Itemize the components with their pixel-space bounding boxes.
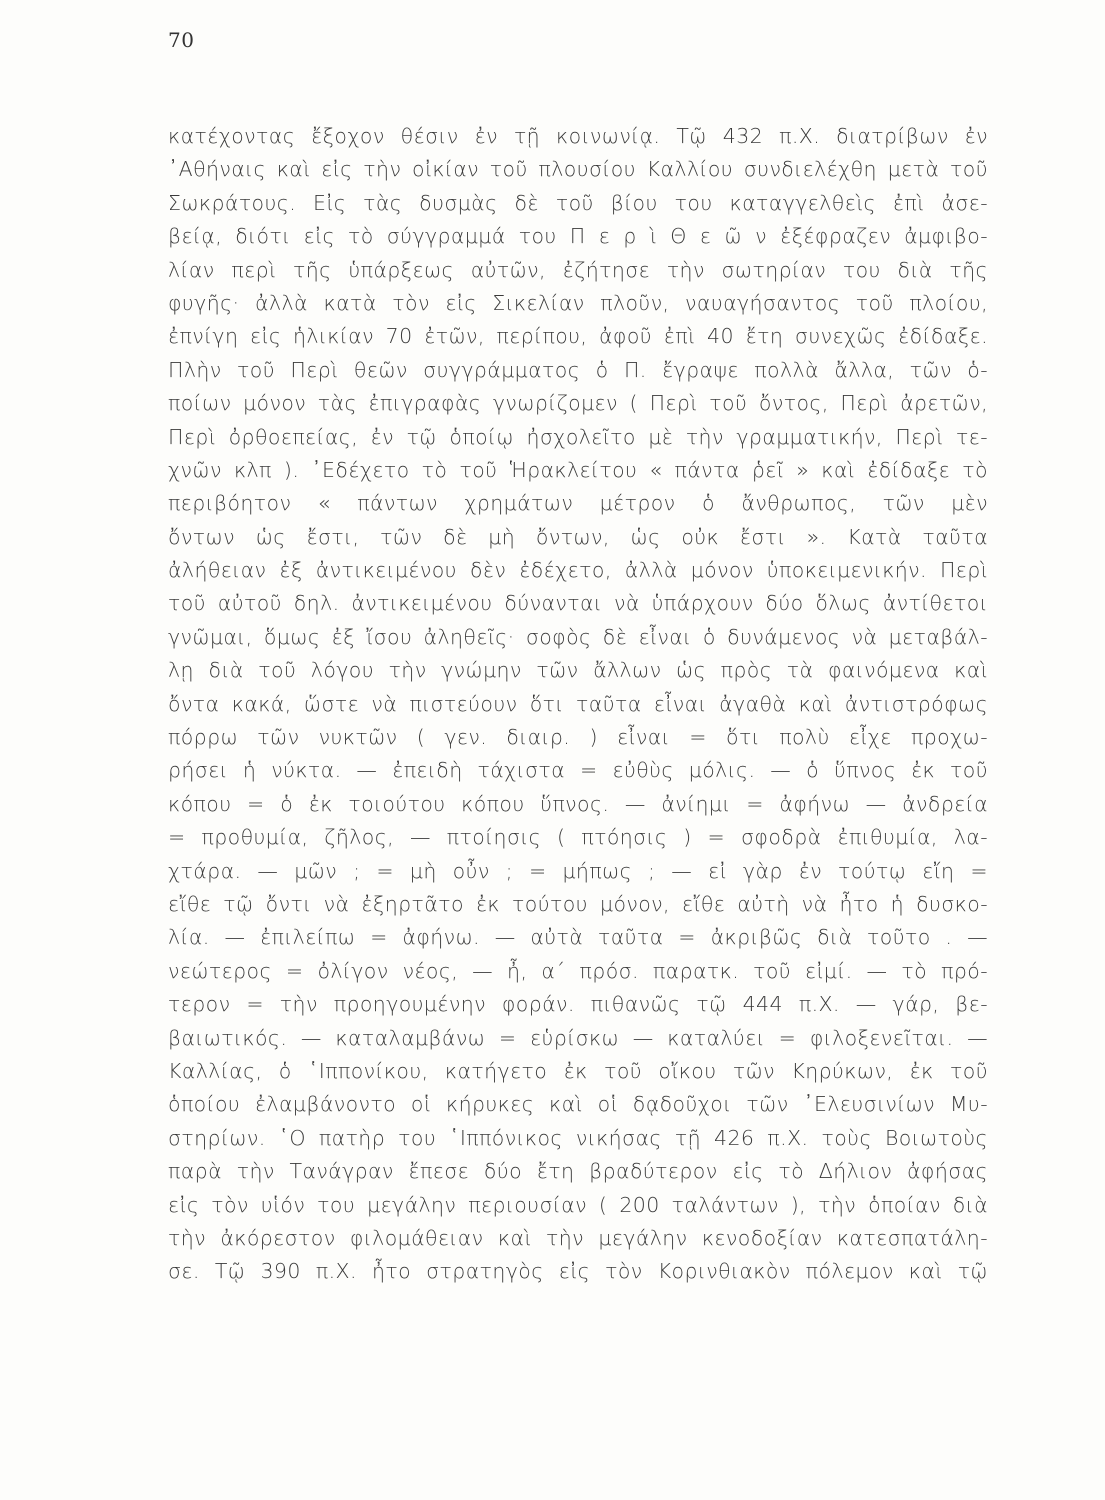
- text-line: = προθυμία, ζῆλος, — πτοίησις ( πτόησις ) = σφοδρὰ ἐπιθυμία, λα-: [168, 825, 988, 850]
- text-line: ἐπνίγη εἰς ἡλικίαν 70 ἐτῶν, περίπου, ἀφοῦ ἐπὶ 40 ἔτη συνεχῶς ἐδίδαξε.: [168, 324, 988, 349]
- text-line: λία. — ἐπιλείπω = ἀφήνω. — αὐτὰ ταῦτα = ἀκριβῶς διὰ τοῦτο . —: [168, 925, 988, 950]
- text-line: ρήσει ἡ νύκτα. — ἐπειδὴ τάχιστα = εὐθὺς μόλις. — ὁ ὕπνος ἐκ τοῦ: [168, 758, 988, 783]
- text-line: βαιωτικός. — καταλαμβάνω = εὑρίσκω — καταλύει = φιλοξενεῖται. —: [168, 1025, 988, 1050]
- text-line: λῃ διὰ τοῦ λόγου τὴν γνώμην τῶν ἄλλων ὡς πρὸς τὰ φαινόμενα καὶ: [168, 658, 988, 683]
- text-line: τοῦ αὐτοῦ δηλ. ἀντικειμένου δύνανται νὰ ὑπάρχουν δύο ὅλως ἀντίθετοι: [168, 591, 988, 616]
- text-line: βείᾳ, διότι εἰς τὸ σύγγραμμά του Π ε ρ ὶ Θ ε ῶ ν ἐξέφραζεν ἀμφιβο-: [168, 224, 988, 249]
- text-line: ὁποίου ἐλαμβάνοντο οἱ κήρυκες καὶ οἱ δᾳδοῦχοι τῶν ᾿Ελευσινίων Μυ-: [168, 1092, 988, 1117]
- text-line: ὄντων ὡς ἔστι, τῶν δὲ μὴ ὄντων, ὡς οὐκ ἔστι ». Κατὰ ταῦτα: [168, 524, 988, 549]
- text-line: στηρίων. ῾Ο πατὴρ του ῾Ιππόνικος νικήσας τῇ 426 π.Χ. τοὺς Βοιωτοὺς: [168, 1125, 988, 1150]
- text-line: παρὰ τὴν Τανάγραν ἔπεσε δύο ἔτη βραδύτερον εἰς τὸ Δήλιον ἀφήσας: [168, 1159, 988, 1184]
- text-line: γνῶμαι, ὅμως ἐξ ἴσου ἀληθεῖς· σοφὸς δὲ εἶναι ὁ δυνάμενος νὰ μεταβάλ-: [168, 624, 988, 649]
- text-line: πόρρω τῶν νυκτῶν ( γεν. διαιρ. ) εἶναι = ὅτι πολὺ εἶχε προχω-: [168, 725, 988, 750]
- text-line: ἀλήθειαν ἐξ ἀντικειμένου δὲν ἐδέχετο, ἀλλὰ μόνον ὑποκειμενικήν. Περὶ: [168, 558, 988, 583]
- text-line: Καλλίας, ὁ ῾Ιππονίκου, κατήγετο ἐκ τοῦ οἴκου τῶν Κηρύκων, ἐκ τοῦ: [168, 1058, 988, 1083]
- text-line: σε. Τῷ 390 π.Χ. ἦτο στρατηγὸς εἰς τὸν Κορινθιακὸν πόλεμον καὶ τῷ: [168, 1259, 988, 1284]
- page-number: 70: [168, 28, 195, 52]
- text-line: τερον = τὴν προηγουμένην φοράν. πιθανῶς τῷ 444 π.Χ. — γάρ, βε-: [168, 992, 988, 1017]
- text-line: τὴν ἀκόρεστον φιλομάθειαν καὶ τὴν μεγάλην κενοδοξίαν κατεσπατάλη-: [168, 1225, 988, 1250]
- text-line: ὄντα κακά, ὥστε νὰ πιστεύουν ὅτι ταῦτα εἶναι ἀγαθὰ καὶ ἀντιστρόφως: [168, 691, 988, 716]
- text-line: χνῶν κλπ ). ᾿Εδέχετο τὸ τοῦ Ἡρακλείτου « πάντα ῥεῖ » καὶ ἐδίδαξε τὸ: [168, 457, 988, 482]
- text-line: λίαν περὶ τῆς ὑπάρξεως αὐτῶν, ἐζήτησε τὴν σωτηρίαν του διὰ τῆς: [168, 257, 988, 282]
- text-line: Περὶ ὀρθοεπείας, ἐν τῷ ὁποίῳ ἠσχολεῖτο μὲ τὴν γραμματικήν, Περὶ τε-: [168, 424, 988, 449]
- text-line: νεώτερος = ὀλίγον νέος, — ἦ, α´ πρόσ. παρατκ. τοῦ εἰμί. — τὸ πρό-: [168, 958, 988, 983]
- text-line: Σωκράτους. Εἰς τὰς δυσμὰς δὲ τοῦ βίου του καταγγελθεὶς ἐπὶ ἀσε-: [168, 190, 988, 215]
- text-line: ποίων μόνον τὰς ἐπιγραφὰς γνωρίζομεν ( Περὶ τοῦ ὄντος, Περὶ ἀρετῶν,: [168, 391, 988, 416]
- text-line: Πλὴν τοῦ Περὶ θεῶν συγγράμματος ὁ Π. ἔγραψε πολλὰ ἄλλα, τῶν ὁ-: [168, 357, 988, 382]
- text-line: εἰς τὸν υἱόν του μεγάλην περιουσίαν ( 200 ταλάντων ), τὴν ὁποίαν διὰ: [168, 1192, 988, 1217]
- text-line: χτάρα. — μῶν ; = μὴ οὖν ; = μήπως ; — εἰ γὰρ ἐν τούτῳ εἴη =: [168, 858, 988, 883]
- text-line: περιβόητον « πάντων χρημάτων μέτρον ὁ ἄνθρωπος, τῶν μὲν: [168, 491, 988, 516]
- text-line: ᾿Αθήναις καὶ εἰς τὴν οἰκίαν τοῦ πλουσίου Καλλίου συνδιελέχθη μετὰ τοῦ: [168, 157, 988, 182]
- text-line: κόπου = ὁ ἐκ τοιούτου κόπου ὕπνος. — ἀνίημι = ἀφήνω — ἀνδρεία: [168, 791, 988, 816]
- text-line: εἴθε τῷ ὄντι νὰ ἐξηρτᾶτο ἐκ τούτου μόνον, εἴθε αὐτὴ νὰ ἦτο ἡ δυσκο-: [168, 891, 988, 916]
- body-text: [168, 120, 988, 1289]
- text-line: κατέχοντας ἔξοχον θέσιν ἐν τῇ κοινωνίᾳ. Τῷ 432 π.Χ. διατρίβων ἐν: [168, 124, 988, 148]
- text-line: φυγῆς· ἀλλὰ κατὰ τὸν εἰς Σικελίαν πλοῦν, ναυαγήσαντος τοῦ πλοίου,: [168, 290, 988, 315]
